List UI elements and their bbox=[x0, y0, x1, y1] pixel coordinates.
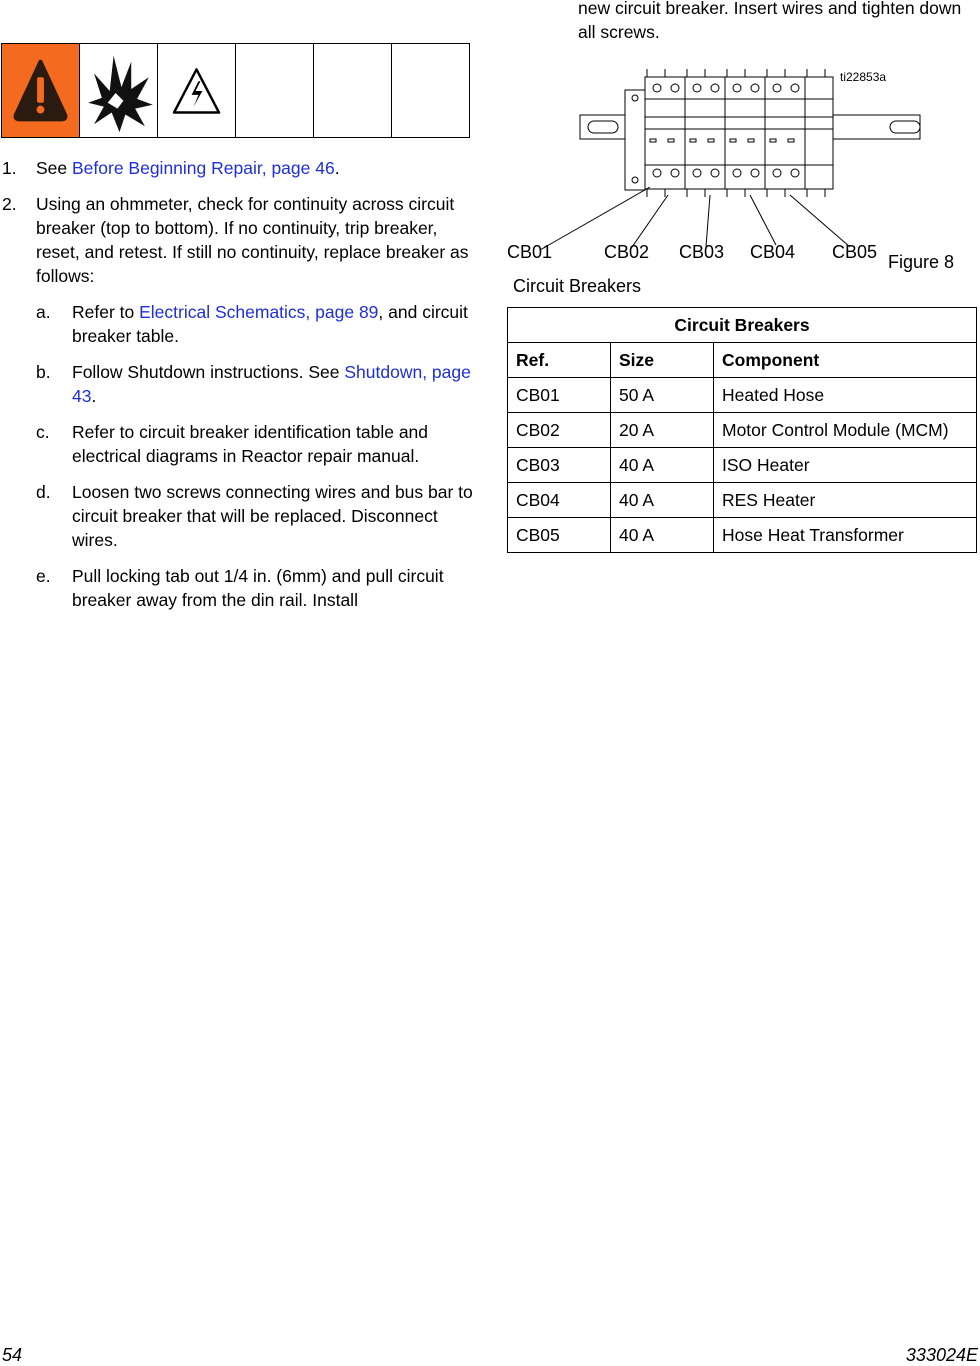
column-header-size: Size bbox=[611, 343, 714, 378]
figure-title: Circuit Breakers bbox=[513, 276, 642, 296]
step-2d bbox=[0, 480, 475, 552]
step-text: Using an ohmmeter, check for continuity across circuit breaker (top to bottom). If no continuity, trip breaker, reset, and retest. If still no continuity, replace breaker as follows: bbox=[36, 194, 469, 286]
table-row bbox=[508, 413, 977, 448]
step-text: . bbox=[334, 158, 340, 178]
cb04-callout: CB04 bbox=[750, 242, 796, 262]
step-1 bbox=[0, 156, 475, 180]
before-beginning-repair-link[interactable]: Before Beginning Repair, page 46 bbox=[72, 158, 335, 178]
step-text: Refer to circuit breaker identification table and electrical diagrams in Reactor repair manual. bbox=[72, 422, 429, 466]
step-2b bbox=[0, 360, 475, 408]
step-text: Pull locking tab out 1/4 in. (6mm) and pull circuit breaker away from the din rail. Install bbox=[72, 566, 444, 610]
table-header-row bbox=[508, 343, 977, 378]
continued-step-text: new circuit breaker. Insert wires and tighten down all screws. bbox=[578, 0, 962, 42]
repair-steps bbox=[0, 156, 475, 624]
ref-cell: CB04 bbox=[508, 483, 611, 518]
column-header-ref: Ref. bbox=[508, 343, 611, 378]
step-number: c. bbox=[36, 422, 50, 442]
column-header-component: Component bbox=[714, 343, 977, 378]
step-2c bbox=[0, 420, 475, 468]
circuit-breakers-table bbox=[507, 307, 977, 553]
shutdown-link[interactable]: Shutdown, page 43 bbox=[72, 362, 471, 406]
cb02-callout: CB02 bbox=[604, 242, 650, 262]
step-number: e. bbox=[36, 566, 51, 586]
document-number: 333024E bbox=[905, 1345, 978, 1365]
electrical-schematics-link[interactable]: Electrical Schematics, page 89 bbox=[139, 302, 379, 322]
empty-symbol-cell bbox=[313, 44, 391, 137]
size-cell: 40 A bbox=[611, 483, 714, 518]
step-number: a. bbox=[36, 302, 51, 322]
cb01-callout: CB01 bbox=[507, 242, 553, 262]
figure-number: Figure 8 bbox=[888, 252, 955, 272]
component-cell: RES Heater bbox=[714, 483, 977, 518]
empty-symbol-cell bbox=[391, 44, 469, 137]
component-cell: Hose Heat Transformer bbox=[714, 518, 977, 553]
step-number: 2. bbox=[2, 194, 17, 214]
size-cell: 20 A bbox=[611, 413, 714, 448]
component-cell: Motor Control Module (MCM) bbox=[714, 413, 977, 448]
table-title-row bbox=[508, 308, 977, 343]
step-text: See bbox=[36, 158, 72, 178]
step-number: 1. bbox=[2, 158, 17, 178]
ref-cell: CB05 bbox=[508, 518, 611, 553]
size-cell: 50 A bbox=[611, 378, 714, 413]
step-number: b. bbox=[36, 362, 51, 382]
step-text: Follow Shutdown instructions. See bbox=[72, 362, 345, 382]
table-row bbox=[508, 378, 977, 413]
step-text: . bbox=[91, 386, 97, 406]
cb03-callout: CB03 bbox=[679, 242, 725, 262]
ref-cell: CB03 bbox=[508, 448, 611, 483]
step-text: Loosen two screws connecting wires and bus bar to circuit breaker that will be replaced. Disconnect wires. bbox=[72, 482, 473, 550]
warning-triangle-icon bbox=[2, 44, 79, 137]
step-2e bbox=[0, 564, 475, 612]
component-cell: Heated Hose bbox=[714, 378, 977, 413]
ref-cell: CB01 bbox=[508, 378, 611, 413]
step-number: d. bbox=[36, 482, 51, 502]
step-2a bbox=[0, 300, 475, 348]
step-2 bbox=[0, 192, 475, 288]
electric-shock-icon bbox=[157, 44, 235, 137]
warning-symbol-strip bbox=[1, 43, 470, 138]
explosion-icon bbox=[79, 44, 157, 137]
table-row bbox=[508, 448, 977, 483]
table-row bbox=[508, 483, 977, 518]
figure-id: ti22853a bbox=[840, 70, 887, 84]
empty-symbol-cell bbox=[235, 44, 313, 137]
size-cell: 40 A bbox=[611, 448, 714, 483]
table-title: Circuit Breakers bbox=[508, 308, 977, 343]
page-number: 54 bbox=[2, 1345, 23, 1365]
ref-cell: CB02 bbox=[508, 413, 611, 448]
size-cell: 40 A bbox=[611, 518, 714, 553]
step-text: Refer to bbox=[72, 302, 140, 322]
table-row bbox=[508, 518, 977, 553]
step-text: , and circuit breaker table. bbox=[72, 302, 468, 346]
cb05-callout: CB05 bbox=[832, 242, 878, 262]
component-cell: ISO Heater bbox=[714, 448, 977, 483]
